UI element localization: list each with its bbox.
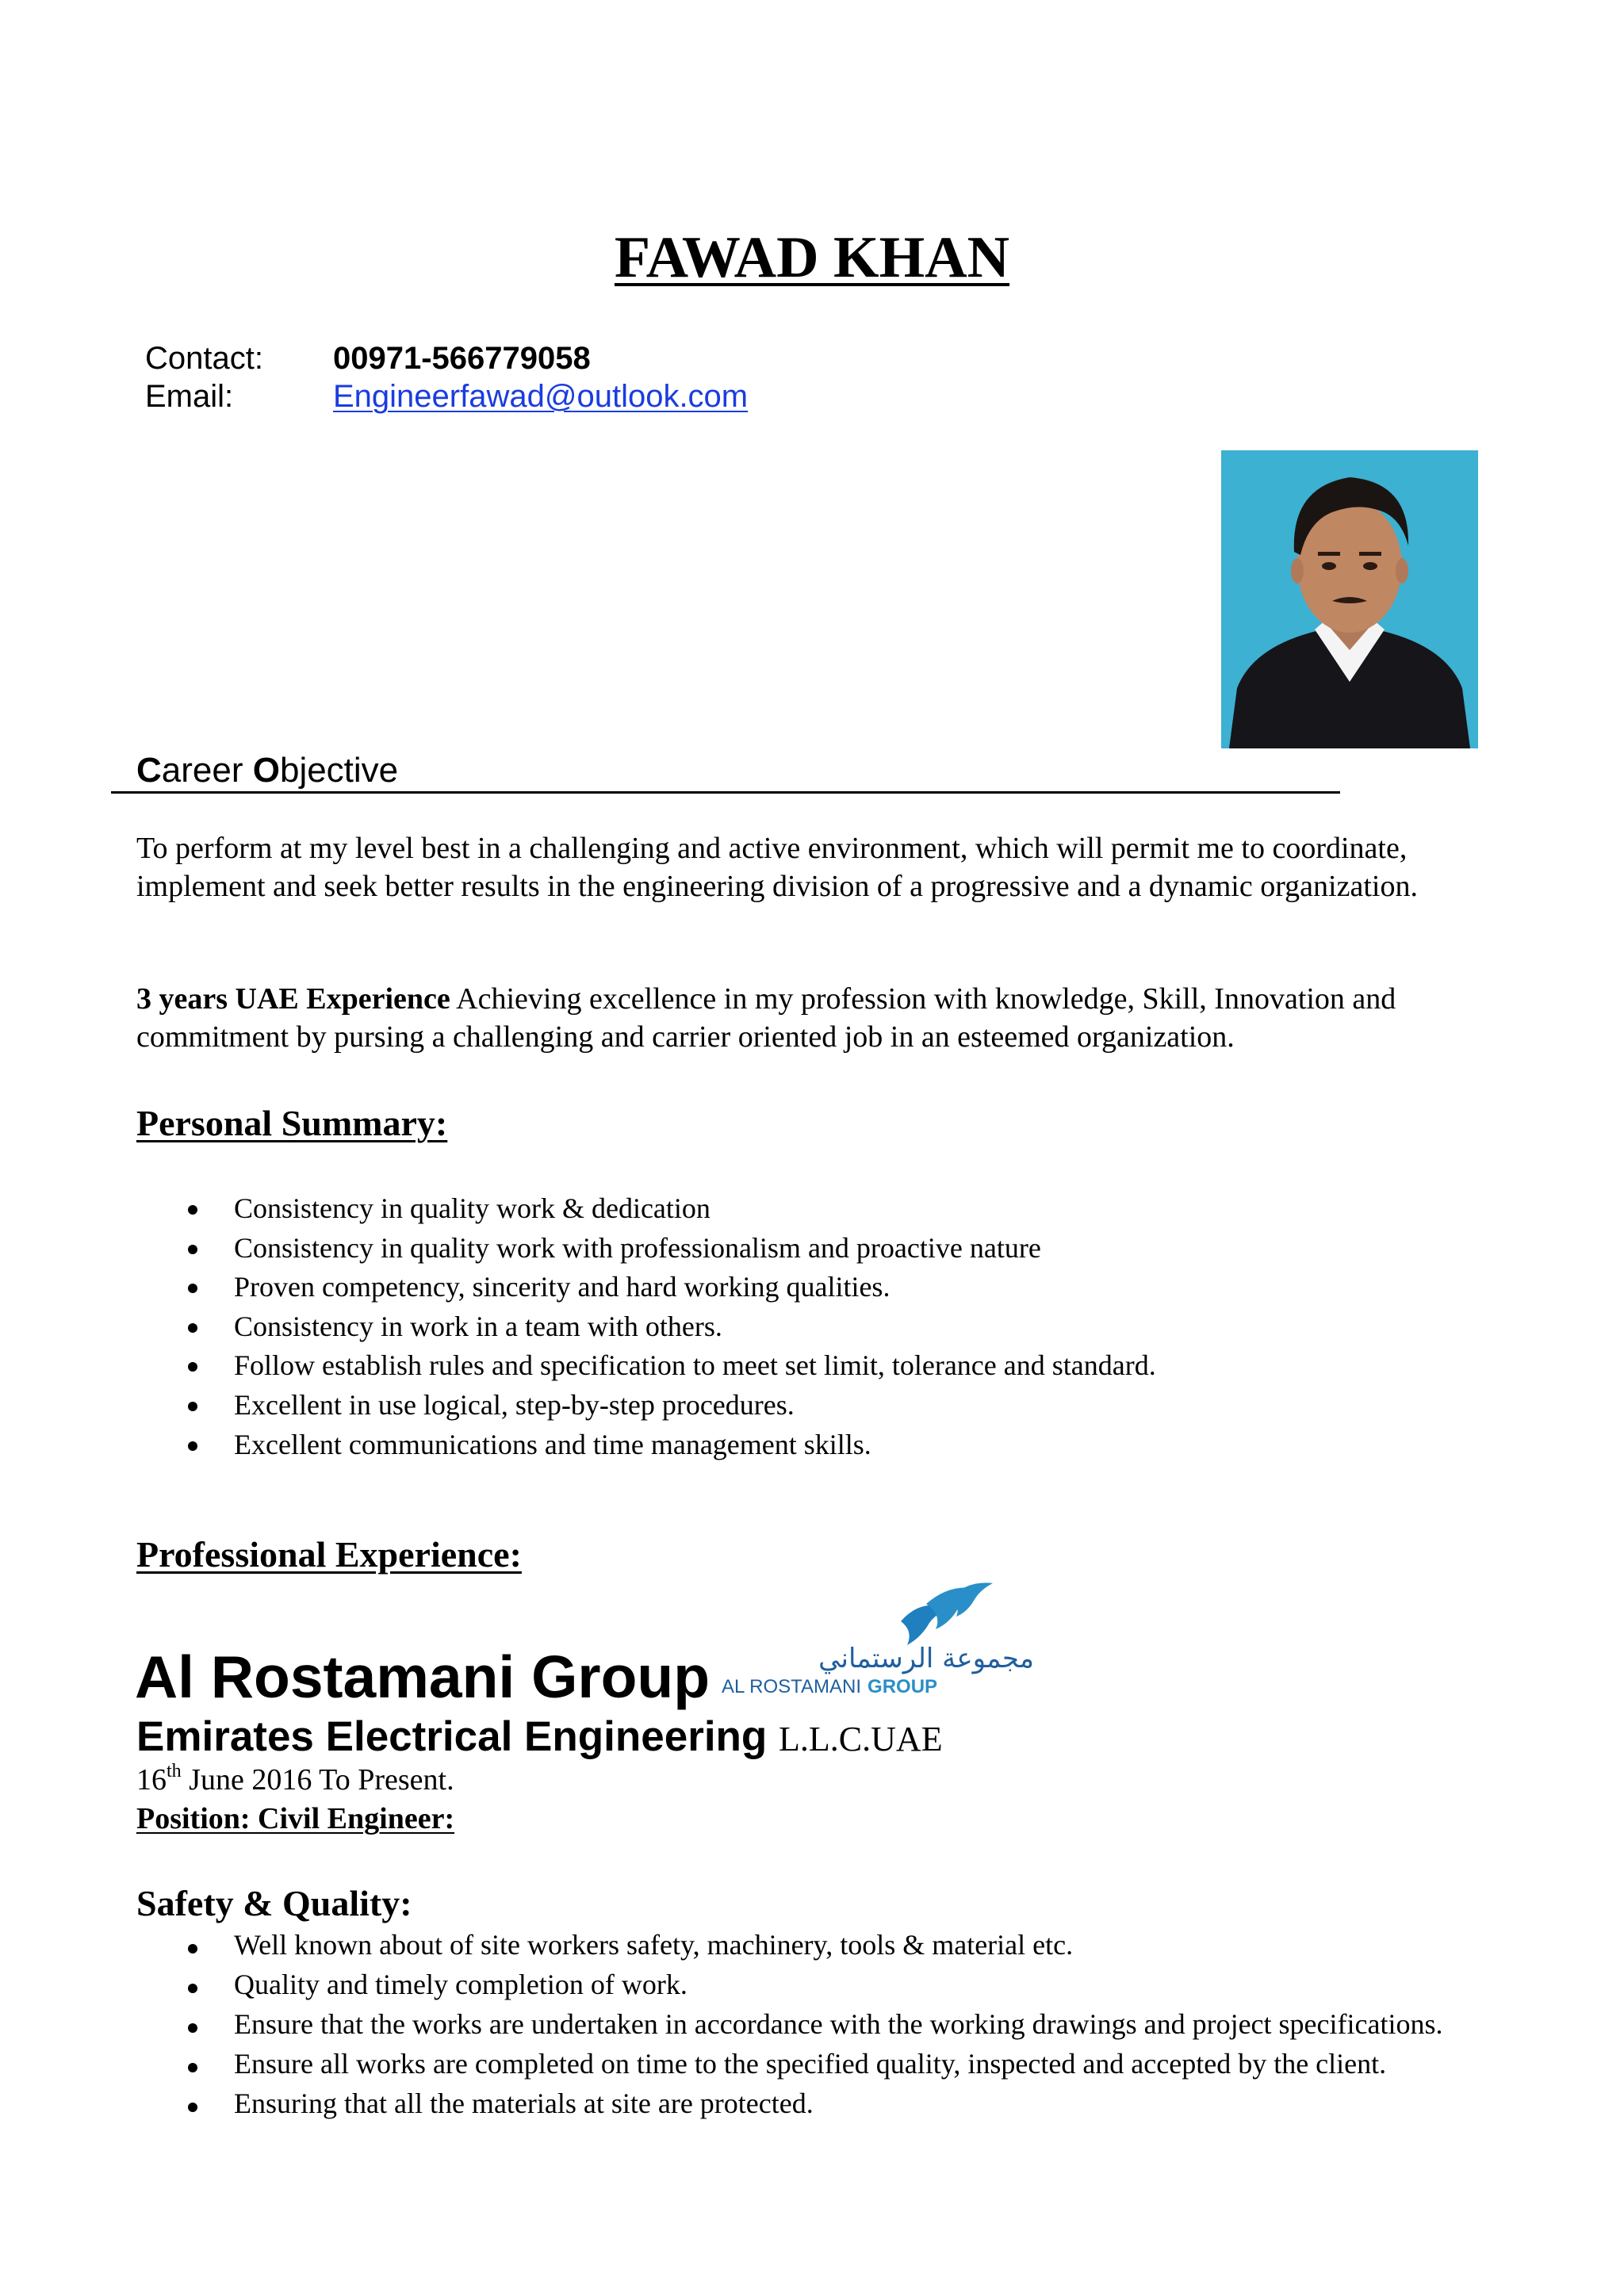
email-link[interactable]: Engineerfawad@outlook.com	[333, 379, 749, 414]
list-item: Ensure all works are completed on time to the specified quality, inspected and accepted by the client.	[136, 2047, 1484, 2081]
professional-experience-heading: Professional Experience:	[136, 1534, 522, 1575]
division-suffix: L.L.C.UAE	[779, 1720, 943, 1758]
date-suffix: th	[167, 1761, 182, 1781]
experience-highlight: 3 years UAE Experience	[136, 982, 450, 1016]
logo-arabic-text: مجموعة الرستماني	[818, 1643, 1034, 1674]
heading-text: areer	[161, 751, 253, 790]
date-rest: June 2016 To Present.	[181, 1763, 454, 1797]
contact-phone: 00971-566779058	[333, 341, 591, 376]
profile-photo	[1221, 450, 1478, 748]
employment-date	[136, 1761, 454, 1797]
safety-quality-heading: Safety & Quality:	[136, 1883, 412, 1923]
list-item: Consistency in work in a team with others.	[136, 1307, 1484, 1347]
section-divider	[111, 791, 1340, 794]
position-title: Position: Civil Engineer:	[136, 1802, 455, 1835]
logo-english-secondary: GROUP	[868, 1676, 938, 1697]
career-objective-heading	[136, 753, 398, 788]
personal-summary-heading: Personal Summary:	[136, 1103, 448, 1143]
list-item: Ensuring that all the materials at site are protected.	[136, 2087, 1484, 2121]
heading-initial: C	[136, 751, 162, 790]
list-item: Well known about of site workers safety, machinery, tools & material etc.	[136, 1928, 1484, 1962]
list-item: Quality and timely completion of work.	[136, 1968, 1484, 2002]
heading-text: bjective	[279, 751, 399, 790]
safety-quality-list	[136, 1928, 1484, 2121]
experience-paragraph	[136, 980, 1500, 1056]
list-item: Excellent in use logical, step-by-step procedures.	[136, 1386, 1484, 1425]
list-item: Follow establish rules and specification to meet set limit, tolerance and standard.	[136, 1346, 1484, 1386]
list-item: Consistency in quality work with professionalism and proactive nature	[136, 1229, 1484, 1269]
list-item: Excellent communications and time management skills.	[136, 1425, 1484, 1465]
list-item: Consistency in quality work & dedication	[136, 1189, 1484, 1229]
experience-description: Achieving excellence in my profession with knowledge, Skill, Innovation and commitment by pursing a challenging and carrier oriented job in an esteemed organization.	[136, 982, 1396, 1054]
logo-english-text	[722, 1676, 937, 1697]
email-label: Email:	[145, 379, 234, 414]
heading-initial: O	[252, 751, 280, 790]
company-logo	[714, 1574, 1047, 1701]
company-name: Al Rostamani Group	[135, 1644, 710, 1710]
contact-label: Contact:	[145, 341, 263, 376]
objective-paragraph: To perform at my level best in a challenging and active environment, which will permit me to coordinate, implement and seek better results in the engineering division of a progressive and a dynamic organization.	[136, 832, 1418, 903]
list-item: Proven competency, sincerity and hard working qualities.	[136, 1268, 1484, 1307]
logo-english-primary: AL ROSTAMANI	[722, 1676, 862, 1697]
personal-summary-list	[136, 1189, 1484, 1464]
date-day: 16	[136, 1763, 167, 1797]
company-division	[136, 1713, 943, 1760]
list-item: Ensure that the works are undertaken in accordance with the working drawings and project specifications.	[136, 2007, 1484, 2042]
candidate-name: FAWAD KHAN	[614, 225, 1010, 290]
division-name: Emirates Electrical Engineering	[136, 1713, 768, 1760]
